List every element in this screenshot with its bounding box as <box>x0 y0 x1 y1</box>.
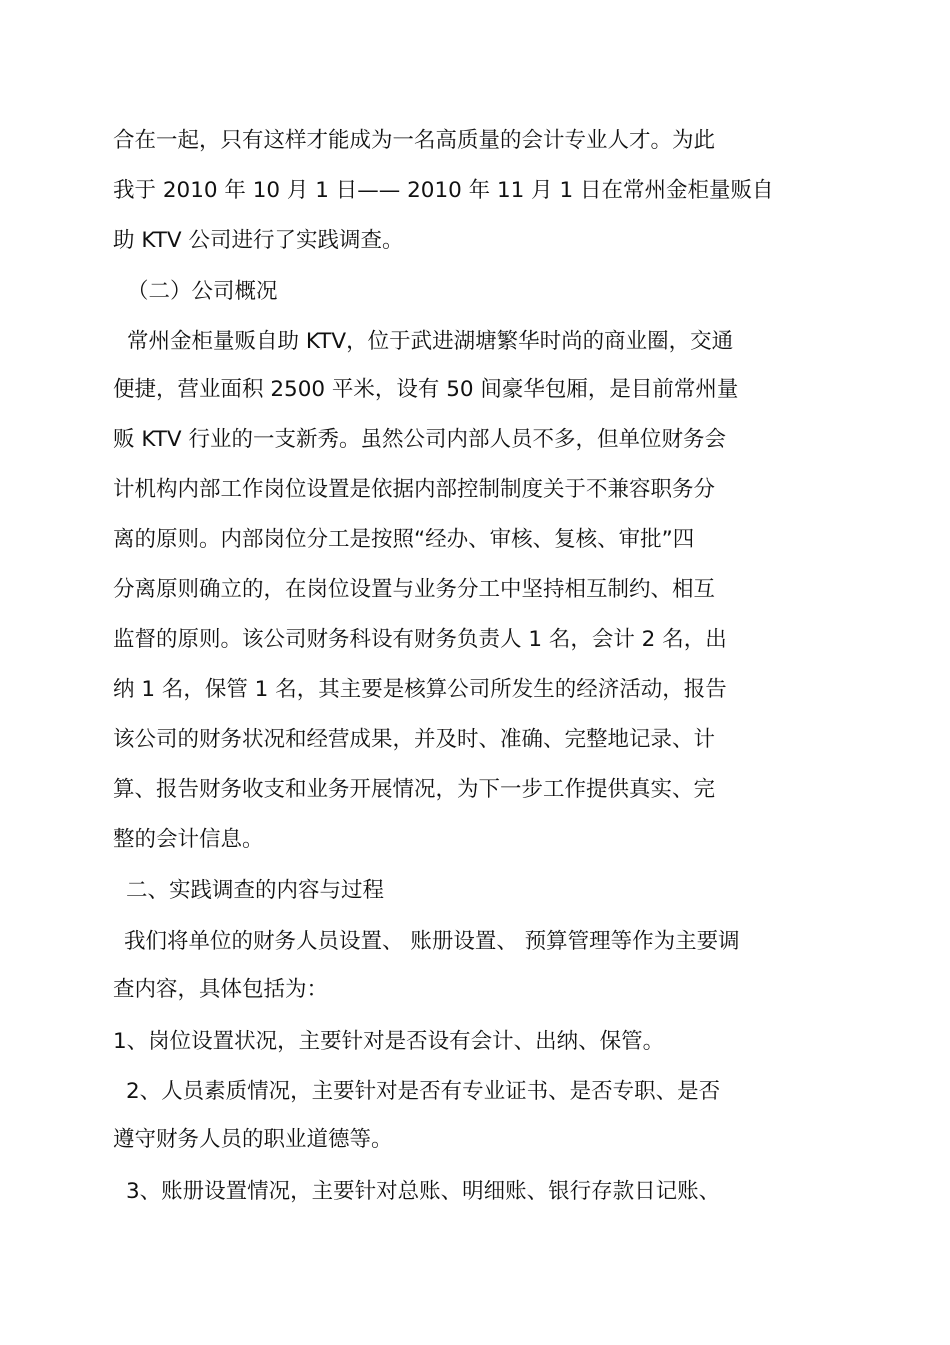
paragraph-line: 整的会计信息。 <box>113 827 264 852</box>
list-item: 3、账册设置情况，主要针对总账、明细账、银行存款日记账、 <box>126 1179 721 1204</box>
paragraph-line: 分离原则确立的，在岗位设置与业务分工中坚持相互制约、相互 <box>113 577 716 602</box>
section-heading: 二、实践调查的内容与过程 <box>126 878 385 903</box>
paragraph-line: 纳 1 名，保管 1 名，其主要是核算公司所发生的经济活动，报告 <box>113 677 727 702</box>
list-item: 2、人员素质情况，主要针对是否有专业证书、是否专职、是否 <box>126 1079 721 1104</box>
paragraph-line: 遵守财务人员的职业道德等。 <box>113 1127 393 1152</box>
list-item: 1、岗位设置状况，主要针对是否设有会计、出纳、保管。 <box>113 1029 665 1054</box>
paragraph-line: 监督的原则。该公司财务科设有财务负责人 1 名，会计 2 名，出 <box>113 627 727 652</box>
paragraph-line: 该公司的财务状况和经营成果，并及时、准确、完整地记录、计 <box>113 727 716 752</box>
paragraph-line: 合在一起，只有这样才能成为一名高质量的会计专业人才。为此 <box>113 128 716 153</box>
paragraph-line: 助 KTV 公司进行了实践调查。 <box>113 228 404 253</box>
paragraph-line: 查内容，具体包括为： <box>113 977 329 1002</box>
paragraph-line: 便捷，营业面积 2500 平米，设有 50 间豪华包厢，是目前常州量 <box>113 377 739 402</box>
paragraph-line: 离的原则。内部岗位分工是按照“经办、审核、复核、审批”四 <box>113 527 695 552</box>
paragraph-line: 计机构内部工作岗位设置是依据内部控制制度关于不兼容职务分 <box>113 477 716 502</box>
paragraph-line: 算、报告财务收支和业务开展情况，为下一步工作提供真实、完 <box>113 777 716 802</box>
paragraph-line: 常州金柜量贩自助 KTV，位于武进湖塘繁华时尚的商业圈，交通 <box>127 329 734 354</box>
section-heading: （二）公司概况 <box>127 279 278 304</box>
paragraph-line: 我于 2010 年 10 月 1 日—— 2010 年 11 月 1 日在常州金柜量贩自 <box>113 178 774 203</box>
paragraph-line: 我们将单位的财务人员设置、 账册设置、 预算管理等作为主要调 <box>124 929 740 954</box>
paragraph-line: 贩 KTV 行业的一支新秀。虽然公司内部人员不多，但单位财务会 <box>113 427 726 452</box>
